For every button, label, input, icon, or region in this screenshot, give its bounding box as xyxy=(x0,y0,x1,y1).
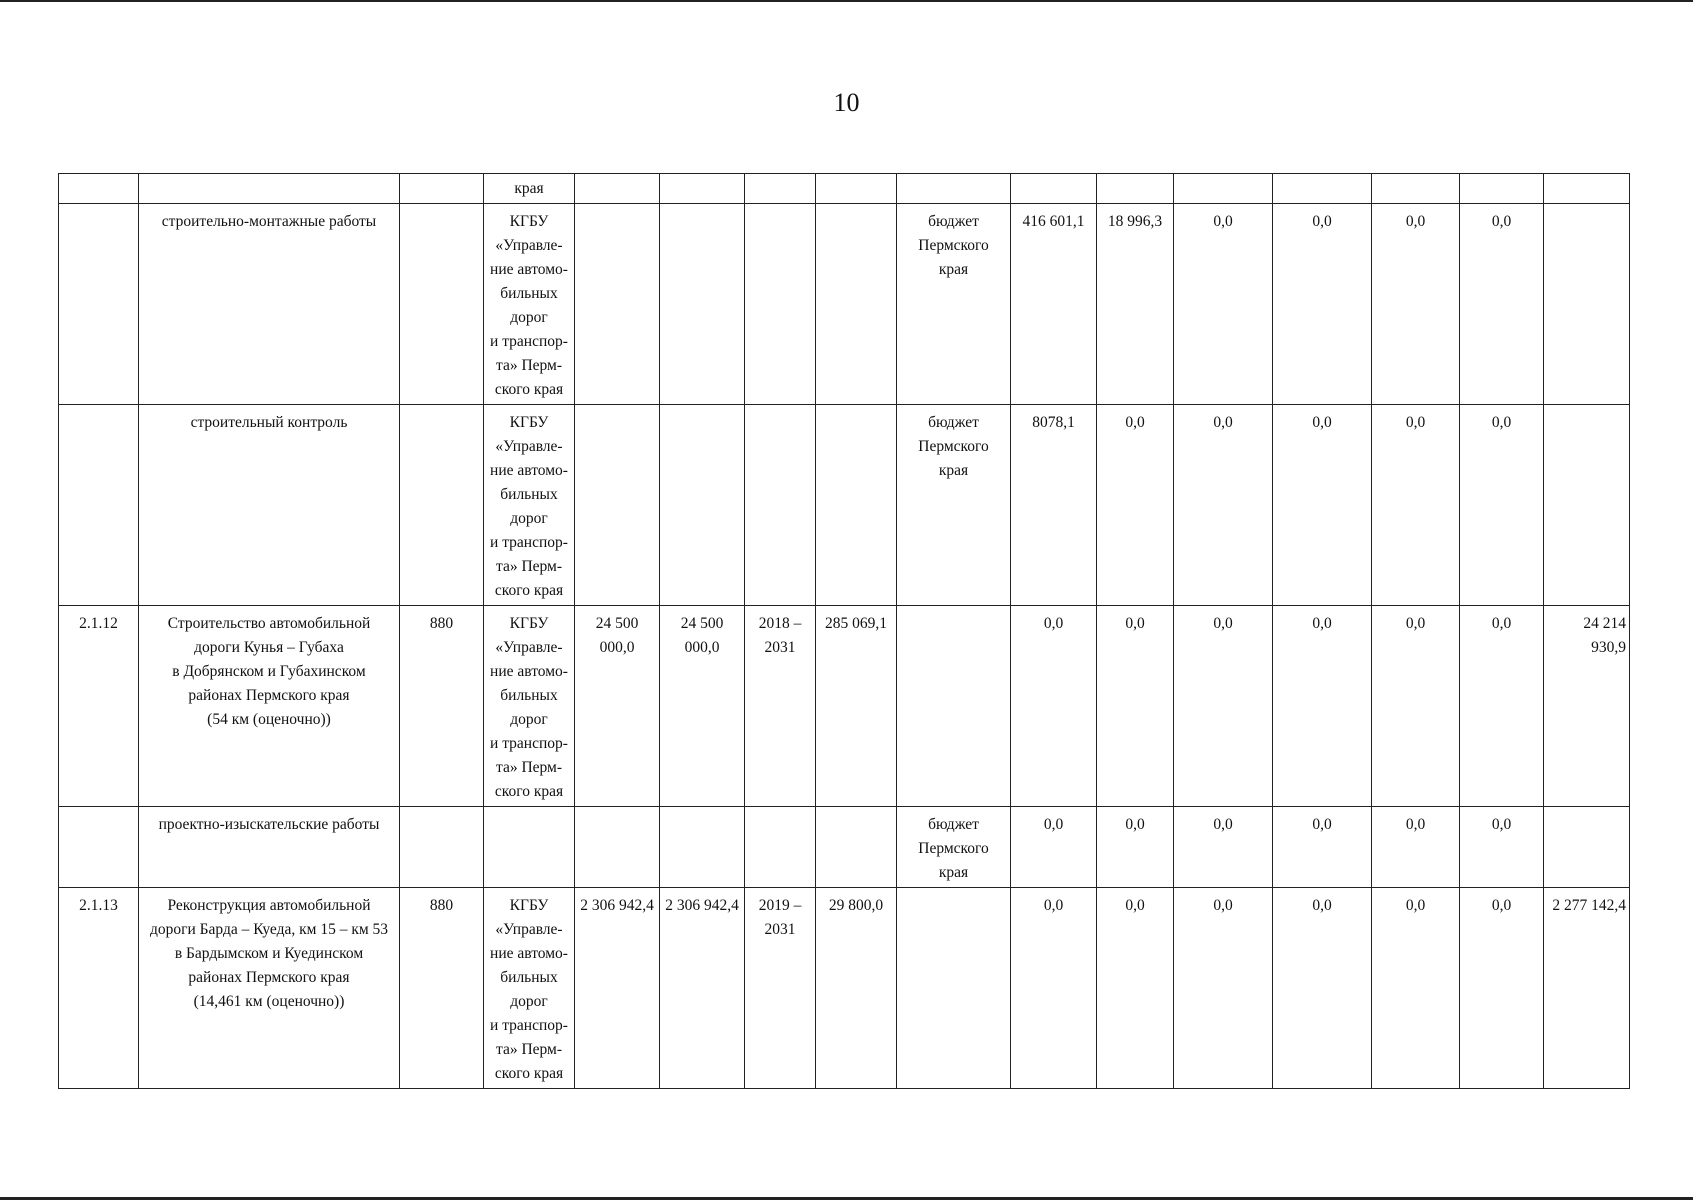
cell-cost-estimate xyxy=(660,174,745,204)
cell-value-4: 0,0 xyxy=(1273,405,1372,606)
table-row xyxy=(59,606,1630,807)
cell-remaining xyxy=(1544,174,1630,204)
cell-value-6 xyxy=(1460,174,1544,204)
program-table xyxy=(58,173,1630,1089)
cell-period: 2018 – 2031 xyxy=(745,606,816,807)
cell-cost-total xyxy=(575,174,660,204)
cell-number xyxy=(59,204,139,405)
table-row xyxy=(59,204,1630,405)
cell-spent xyxy=(816,174,897,204)
cell-name: Реконструкция автомобильной дороги Барда – Куеда, км 15 – км 53 в Бардымском и Куединском районах Пермского края (14,461 км (оценочно)) xyxy=(139,888,400,1089)
cell-funding-source xyxy=(897,888,1011,1089)
cell-value-1: 416 601,1 xyxy=(1011,204,1097,405)
cell-funding-source: бюджет Пермского края xyxy=(897,405,1011,606)
cell-executor: края xyxy=(484,174,575,204)
cell-executor: КГБУ «Управле- ние автомо- бильных дорог и транспор- та» Перм- ского края xyxy=(484,204,575,405)
cell-value-4: 0,0 xyxy=(1273,204,1372,405)
cell-name: Строительство автомобильной дороги Кунья – Губаха в Добрянском и Губахинском районах Пермского края (54 км (оценочно)) xyxy=(139,606,400,807)
cell-name: строительный контроль xyxy=(139,405,400,606)
cell-spent xyxy=(816,204,897,405)
table-row xyxy=(59,174,1630,204)
cell-value-5 xyxy=(1372,174,1460,204)
cell-value-1: 0,0 xyxy=(1011,807,1097,888)
cell-cost-total xyxy=(575,807,660,888)
cell-number: 2.1.12 xyxy=(59,606,139,807)
cell-value-5: 0,0 xyxy=(1372,405,1460,606)
cell-value-4: 0,0 xyxy=(1273,807,1372,888)
cell-code xyxy=(400,204,484,405)
cell-remaining: 2 277 142,4 xyxy=(1544,888,1630,1089)
cell-name: проектно-изыскательские работы xyxy=(139,807,400,888)
cell-value-1: 0,0 xyxy=(1011,606,1097,807)
cell-code xyxy=(400,174,484,204)
cell-value-5: 0,0 xyxy=(1372,807,1460,888)
cell-executor xyxy=(484,807,575,888)
cell-remaining xyxy=(1544,405,1630,606)
cell-value-2: 0,0 xyxy=(1097,405,1174,606)
cell-cost-estimate xyxy=(660,405,745,606)
cell-value-1: 8078,1 xyxy=(1011,405,1097,606)
cell-funding-source: бюджет Пермского края xyxy=(897,204,1011,405)
cell-value-4 xyxy=(1273,174,1372,204)
cell-executor: КГБУ «Управле- ние автомо- бильных дорог и транспор- та» Перм- ского края xyxy=(484,405,575,606)
cell-value-5: 0,0 xyxy=(1372,204,1460,405)
cell-value-3: 0,0 xyxy=(1174,807,1273,888)
cell-cost-total xyxy=(575,204,660,405)
cell-funding-source xyxy=(897,606,1011,807)
scan-edge-top xyxy=(0,0,1693,2)
cell-executor: КГБУ «Управле- ние автомо- бильных дорог и транспор- та» Перм- ского края xyxy=(484,888,575,1089)
cell-value-5: 0,0 xyxy=(1372,888,1460,1089)
cell-value-6: 0,0 xyxy=(1460,606,1544,807)
cell-executor: КГБУ «Управле- ние автомо- бильных дорог и транспор- та» Перм- ского края xyxy=(484,606,575,807)
cell-spent: 29 800,0 xyxy=(816,888,897,1089)
cell-code: 880 xyxy=(400,888,484,1089)
cell-spent xyxy=(816,405,897,606)
cell-cost-total: 2 306 942,4 xyxy=(575,888,660,1089)
cell-name xyxy=(139,174,400,204)
cell-value-2: 0,0 xyxy=(1097,888,1174,1089)
cell-value-3: 0,0 xyxy=(1174,204,1273,405)
cell-value-3: 0,0 xyxy=(1174,606,1273,807)
cell-value-1: 0,0 xyxy=(1011,888,1097,1089)
cell-cost-total: 24 500 000,0 xyxy=(575,606,660,807)
cell-remaining xyxy=(1544,807,1630,888)
cell-cost-estimate xyxy=(660,807,745,888)
cell-value-1 xyxy=(1011,174,1097,204)
cell-value-6: 0,0 xyxy=(1460,405,1544,606)
cell-period xyxy=(745,204,816,405)
cell-value-5: 0,0 xyxy=(1372,606,1460,807)
cell-code xyxy=(400,807,484,888)
cell-funding-source: бюджет Пермского края xyxy=(897,807,1011,888)
cell-number xyxy=(59,807,139,888)
cell-value-3: 0,0 xyxy=(1174,888,1273,1089)
page-number: 10 xyxy=(833,88,860,117)
cell-value-6: 0,0 xyxy=(1460,807,1544,888)
cell-number xyxy=(59,405,139,606)
cell-cost-total xyxy=(575,405,660,606)
cell-cost-estimate: 24 500 000,0 xyxy=(660,606,745,807)
cell-number: 2.1.13 xyxy=(59,888,139,1089)
cell-cost-estimate: 2 306 942,4 xyxy=(660,888,745,1089)
cell-code: 880 xyxy=(400,606,484,807)
cell-value-4: 0,0 xyxy=(1273,606,1372,807)
cell-value-4: 0,0 xyxy=(1273,888,1372,1089)
cell-spent: 285 069,1 xyxy=(816,606,897,807)
table-row xyxy=(59,405,1630,606)
cell-number xyxy=(59,174,139,204)
cell-value-2: 0,0 xyxy=(1097,807,1174,888)
cell-value-2: 18 996,3 xyxy=(1097,204,1174,405)
cell-remaining xyxy=(1544,204,1630,405)
cell-period xyxy=(745,405,816,606)
cell-value-6: 0,0 xyxy=(1460,888,1544,1089)
cell-value-2 xyxy=(1097,174,1174,204)
cell-funding-source xyxy=(897,174,1011,204)
cell-period xyxy=(745,807,816,888)
cell-name: строительно-монтажные работы xyxy=(139,204,400,405)
cell-remaining: 24 214 930,9 xyxy=(1544,606,1630,807)
cell-value-3 xyxy=(1174,174,1273,204)
cell-period xyxy=(745,174,816,204)
table-row xyxy=(59,888,1630,1089)
cell-value-6: 0,0 xyxy=(1460,204,1544,405)
cell-period: 2019 – 2031 xyxy=(745,888,816,1089)
table-row xyxy=(59,807,1630,888)
cell-value-3: 0,0 xyxy=(1174,405,1273,606)
cell-value-2: 0,0 xyxy=(1097,606,1174,807)
cell-cost-estimate xyxy=(660,204,745,405)
cell-spent xyxy=(816,807,897,888)
cell-code xyxy=(400,405,484,606)
